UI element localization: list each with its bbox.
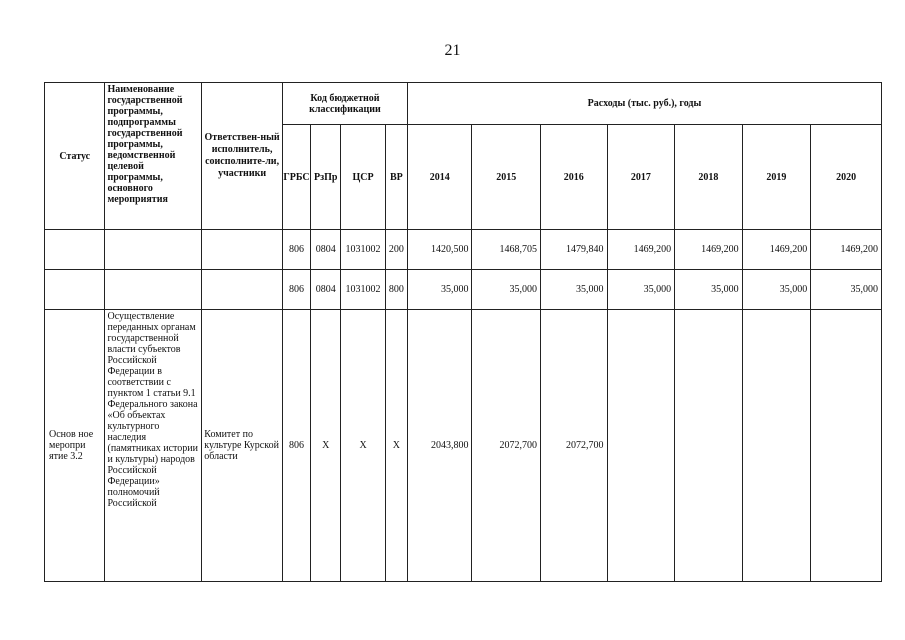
rzpr-cell: Х — [311, 310, 341, 582]
value-cell: 2072,700 — [541, 310, 608, 582]
csr-cell: 1031002 — [341, 230, 385, 270]
header-year: 2018 — [675, 125, 743, 230]
header-year: 2017 — [607, 125, 675, 230]
responsible-cell — [202, 230, 283, 270]
header-vr: ВР — [385, 125, 407, 230]
header-year: 2016 — [541, 125, 608, 230]
header-year: 2015 — [472, 125, 541, 230]
value-cell: 2072,700 — [472, 310, 541, 582]
name-cell — [105, 270, 202, 310]
header-status: Статус — [45, 83, 105, 230]
value-cell: 35,000 — [742, 270, 811, 310]
value-cell: 1469,200 — [811, 230, 882, 270]
name-cell — [105, 230, 202, 270]
header-grbs: ГРБС — [282, 125, 310, 230]
value-cell: 1479,840 — [541, 230, 608, 270]
header-name: Наименование государственной программы, подпрограммы государственной программы, ведомственной целевой программы, основного мероприятия — [105, 83, 202, 230]
header-rzpr: РзПр — [311, 125, 341, 230]
rzpr-cell: 0804 — [311, 270, 341, 310]
header-year: 2019 — [742, 125, 811, 230]
value-cell: 1468,705 — [472, 230, 541, 270]
csr-cell: 1031002 — [341, 270, 385, 310]
table-row — [45, 230, 882, 270]
table-row — [45, 270, 882, 310]
value-cell: 2043,800 — [407, 310, 472, 582]
value-cell: 35,000 — [811, 270, 882, 310]
value-cell: 1469,200 — [607, 230, 675, 270]
page-number: 21 — [444, 42, 461, 59]
grbs-cell: 806 — [282, 310, 310, 582]
value-cell: 35,000 — [541, 270, 608, 310]
header-year: 2014 — [407, 125, 472, 230]
header-responsible: Ответствен-ный исполнитель, соисполните-ли, участники — [202, 83, 283, 230]
vr-cell: 200 — [385, 230, 407, 270]
status-cell — [45, 270, 105, 310]
value-cell — [811, 310, 882, 582]
vr-cell: Х — [385, 310, 407, 582]
name-cell: Осуществление переданных органам государственной власти субъектов Российской Федерации в соответствии с пунктом 1 статьи 9.1 Федерального закона «Об объектах культурного наследия (памятниках истории и культуры) народов Российской Федерации» полномочий Российской — [105, 310, 202, 582]
status-cell: Основ ное меропри ятие 3.2 — [45, 310, 105, 582]
status-cell — [45, 230, 105, 270]
value-cell: 35,000 — [472, 270, 541, 310]
budget-table — [44, 82, 882, 582]
value-cell: 1420,500 — [407, 230, 472, 270]
responsible-cell: Комитет по культуре Курской области — [202, 310, 283, 582]
grbs-cell: 806 — [282, 270, 310, 310]
header-expenses: Расходы (тыс. руб.), годы — [407, 83, 881, 125]
grbs-cell: 806 — [282, 230, 310, 270]
value-cell: 35,000 — [675, 270, 743, 310]
value-cell — [742, 310, 811, 582]
value-cell — [675, 310, 743, 582]
header-year: 2020 — [811, 125, 882, 230]
value-cell: 1469,200 — [675, 230, 743, 270]
value-cell: 1469,200 — [742, 230, 811, 270]
header-csr: ЦСР — [341, 125, 385, 230]
csr-cell: Х — [341, 310, 385, 582]
table-row — [45, 310, 882, 582]
responsible-cell — [202, 270, 283, 310]
value-cell — [607, 310, 675, 582]
value-cell: 35,000 — [607, 270, 675, 310]
header-budget-code: Код бюджетной классификации — [282, 83, 407, 125]
rzpr-cell: 0804 — [311, 230, 341, 270]
value-cell: 35,000 — [407, 270, 472, 310]
vr-cell: 800 — [385, 270, 407, 310]
